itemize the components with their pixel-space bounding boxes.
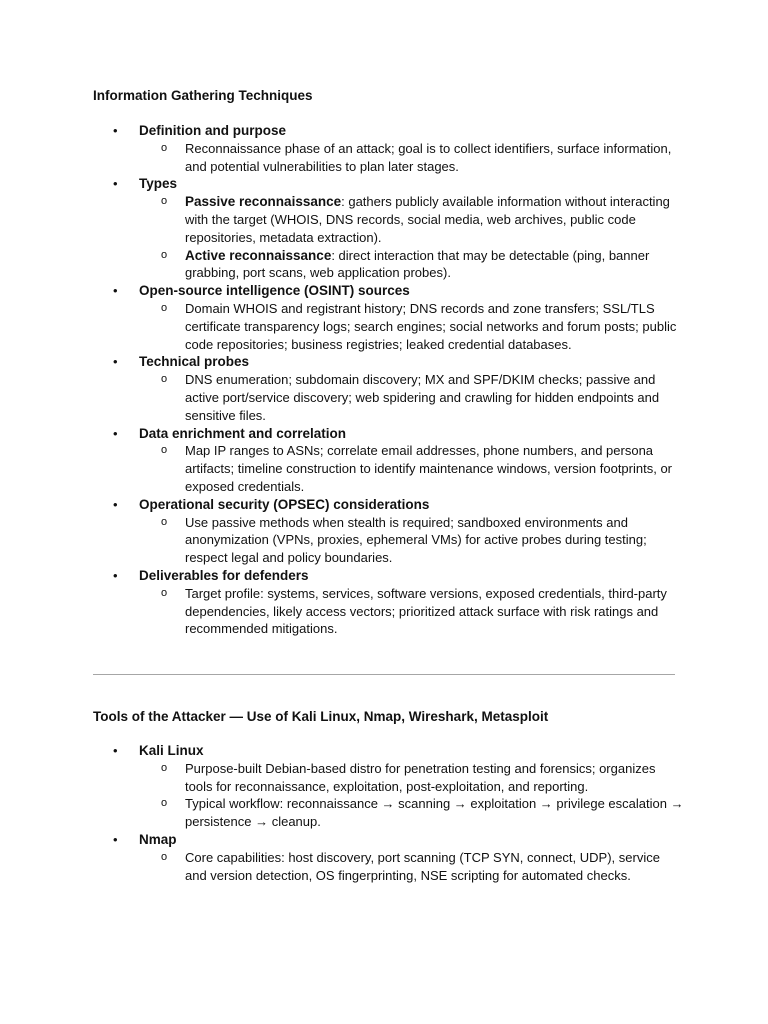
- sub-item-text: Purpose-built Debian-based distro for penetration testing and forensics; organizes tools for reconnaissance, exploitation, post-exploitation, and reporting.: [185, 760, 656, 794]
- sub-item-text: Map IP ranges to ASNs; correlate email addresses, phone numbers, and persona artifacts; timeline construction to identify maintenance windows, version footprints, or exposed credentials.: [185, 443, 673, 494]
- sub-list: [139, 585, 693, 638]
- sub-item-text: [185, 193, 685, 246]
- information-gathering-list: [93, 122, 693, 638]
- sub-list-item: [139, 760, 693, 796]
- sub-list: [139, 760, 693, 831]
- sub-item-body: : gathers publicly available information without interacting with the target (WHOIS, DNS records, social media, web archives, public code repositories, metadata extraction).: [185, 194, 670, 245]
- list-item: [93, 567, 693, 638]
- tools-of-the-attacker-list: [93, 742, 693, 884]
- sub-item-text: [185, 247, 685, 283]
- bullet-icon: •: [113, 567, 118, 583]
- sub-list-item: [139, 193, 693, 246]
- circle-bullet-icon: o: [161, 850, 168, 863]
- bullet-icon: •: [113, 354, 118, 370]
- circle-bullet-icon: o: [161, 797, 168, 810]
- sub-list-item: [139, 795, 693, 831]
- bullet-icon: •: [113, 743, 118, 758]
- circle-bullet-icon: o: [161, 761, 168, 774]
- circle-bullet-icon: o: [161, 248, 168, 261]
- circle-bullet-icon: o: [161, 301, 168, 314]
- bullet-icon: •: [113, 176, 118, 192]
- sub-item-text: Domain WHOIS and registrant history; DNS records and zone transfers; SSL/TLS certificate transparency logs; search engines; social networks and forum posts; public code repositories; business registries; leaked credential databases.: [185, 300, 677, 352]
- item-title: Types: [139, 176, 178, 192]
- sub-list-item: [139, 514, 693, 567]
- circle-bullet-icon: o: [161, 586, 168, 599]
- item-title: Definition and purpose: [139, 123, 286, 138]
- sub-list-item: [139, 247, 693, 283]
- section-title-tools-of-the-attacker: Tools of the Attacker — Use of Kali Linux, Nmap, Wireshark, Metasploit: [93, 709, 549, 724]
- sub-item-body: : direct interaction that may be detectable (ping, banner grabbing, port scans, web application probes).: [185, 247, 650, 281]
- sub-list: [139, 371, 693, 424]
- list-item: [93, 353, 693, 424]
- sub-list-item: [139, 140, 693, 176]
- horizontal-divider: [93, 674, 675, 675]
- sub-list-item: [139, 371, 693, 424]
- bullet-icon: •: [113, 425, 118, 441]
- item-title: Operational security (OPSEC) considerations: [139, 496, 430, 512]
- sub-item-text: Reconnaissance phase of an attack; goal is to collect identifiers, surface information, and potential vulnerabilities to plan later stages.: [185, 140, 672, 174]
- item-title: Deliverables for defenders: [139, 567, 309, 583]
- list-item: [93, 282, 693, 353]
- sub-list-item: [139, 300, 693, 353]
- item-title: Nmap: [139, 831, 177, 847]
- sub-list: [139, 514, 693, 567]
- sub-list: [139, 442, 693, 495]
- list-item: [93, 496, 693, 567]
- sub-item-lead: Active reconnaissance: [185, 247, 332, 263]
- sub-list-item: [139, 849, 693, 885]
- sub-list: [139, 849, 693, 885]
- sub-list-item: [139, 442, 693, 495]
- bullet-icon: •: [113, 831, 118, 847]
- circle-bullet-icon: o: [161, 444, 168, 457]
- bullet-icon: •: [113, 496, 118, 512]
- circle-bullet-icon: o: [161, 515, 168, 528]
- circle-bullet-icon: o: [161, 373, 168, 386]
- sub-item-text: Core capabilities: host discovery, port scanning (TCP SYN, connect, UDP), service and version detection, OS fingerprinting, NSE scripting for automated checks.: [185, 849, 660, 883]
- section-title-information-gathering: Information Gathering Techniques: [93, 88, 313, 103]
- sub-list-item: [139, 585, 693, 638]
- item-title: Open-source intelligence (OSINT) sources: [139, 283, 410, 299]
- bullet-icon: •: [113, 283, 118, 299]
- sub-item-text: Typical workflow: reconnaissance → scanning → exploitation → privilege escalation → persistence → cleanup.: [185, 796, 684, 830]
- list-item: [93, 425, 693, 496]
- list-item: [93, 175, 693, 282]
- sub-item-lead: Passive reconnaissance: [185, 194, 342, 210]
- item-title: Technical probes: [139, 354, 250, 370]
- list-item: [93, 831, 693, 884]
- bullet-icon: •: [113, 123, 118, 138]
- list-item: [93, 742, 693, 831]
- item-title: Kali Linux: [139, 743, 204, 758]
- sub-list: [139, 140, 693, 176]
- sub-item-text: Use passive methods when stealth is required; sandboxed environments and anonymization (VPNs, proxies, ephemeral VMs) for active probes during testing; respect legal and policy boundaries.: [185, 514, 647, 566]
- sub-list: [139, 300, 693, 353]
- circle-bullet-icon: o: [161, 195, 168, 208]
- sub-list: [139, 193, 693, 282]
- list-item: [93, 122, 693, 175]
- circle-bullet-icon: o: [161, 141, 168, 154]
- item-title: Data enrichment and correlation: [139, 425, 347, 441]
- sub-item-text: DNS enumeration; subdomain discovery; MX and SPF/DKIM checks; passive and active port/service discovery; web spidering and crawling for hidden endpoints and sensitive files.: [185, 372, 660, 423]
- sub-item-text: Target profile: systems, services, software versions, exposed credentials, third-party dependencies, likely access vectors; prioritized attack surface with risk ratings and recommended mitigations.: [185, 585, 667, 637]
